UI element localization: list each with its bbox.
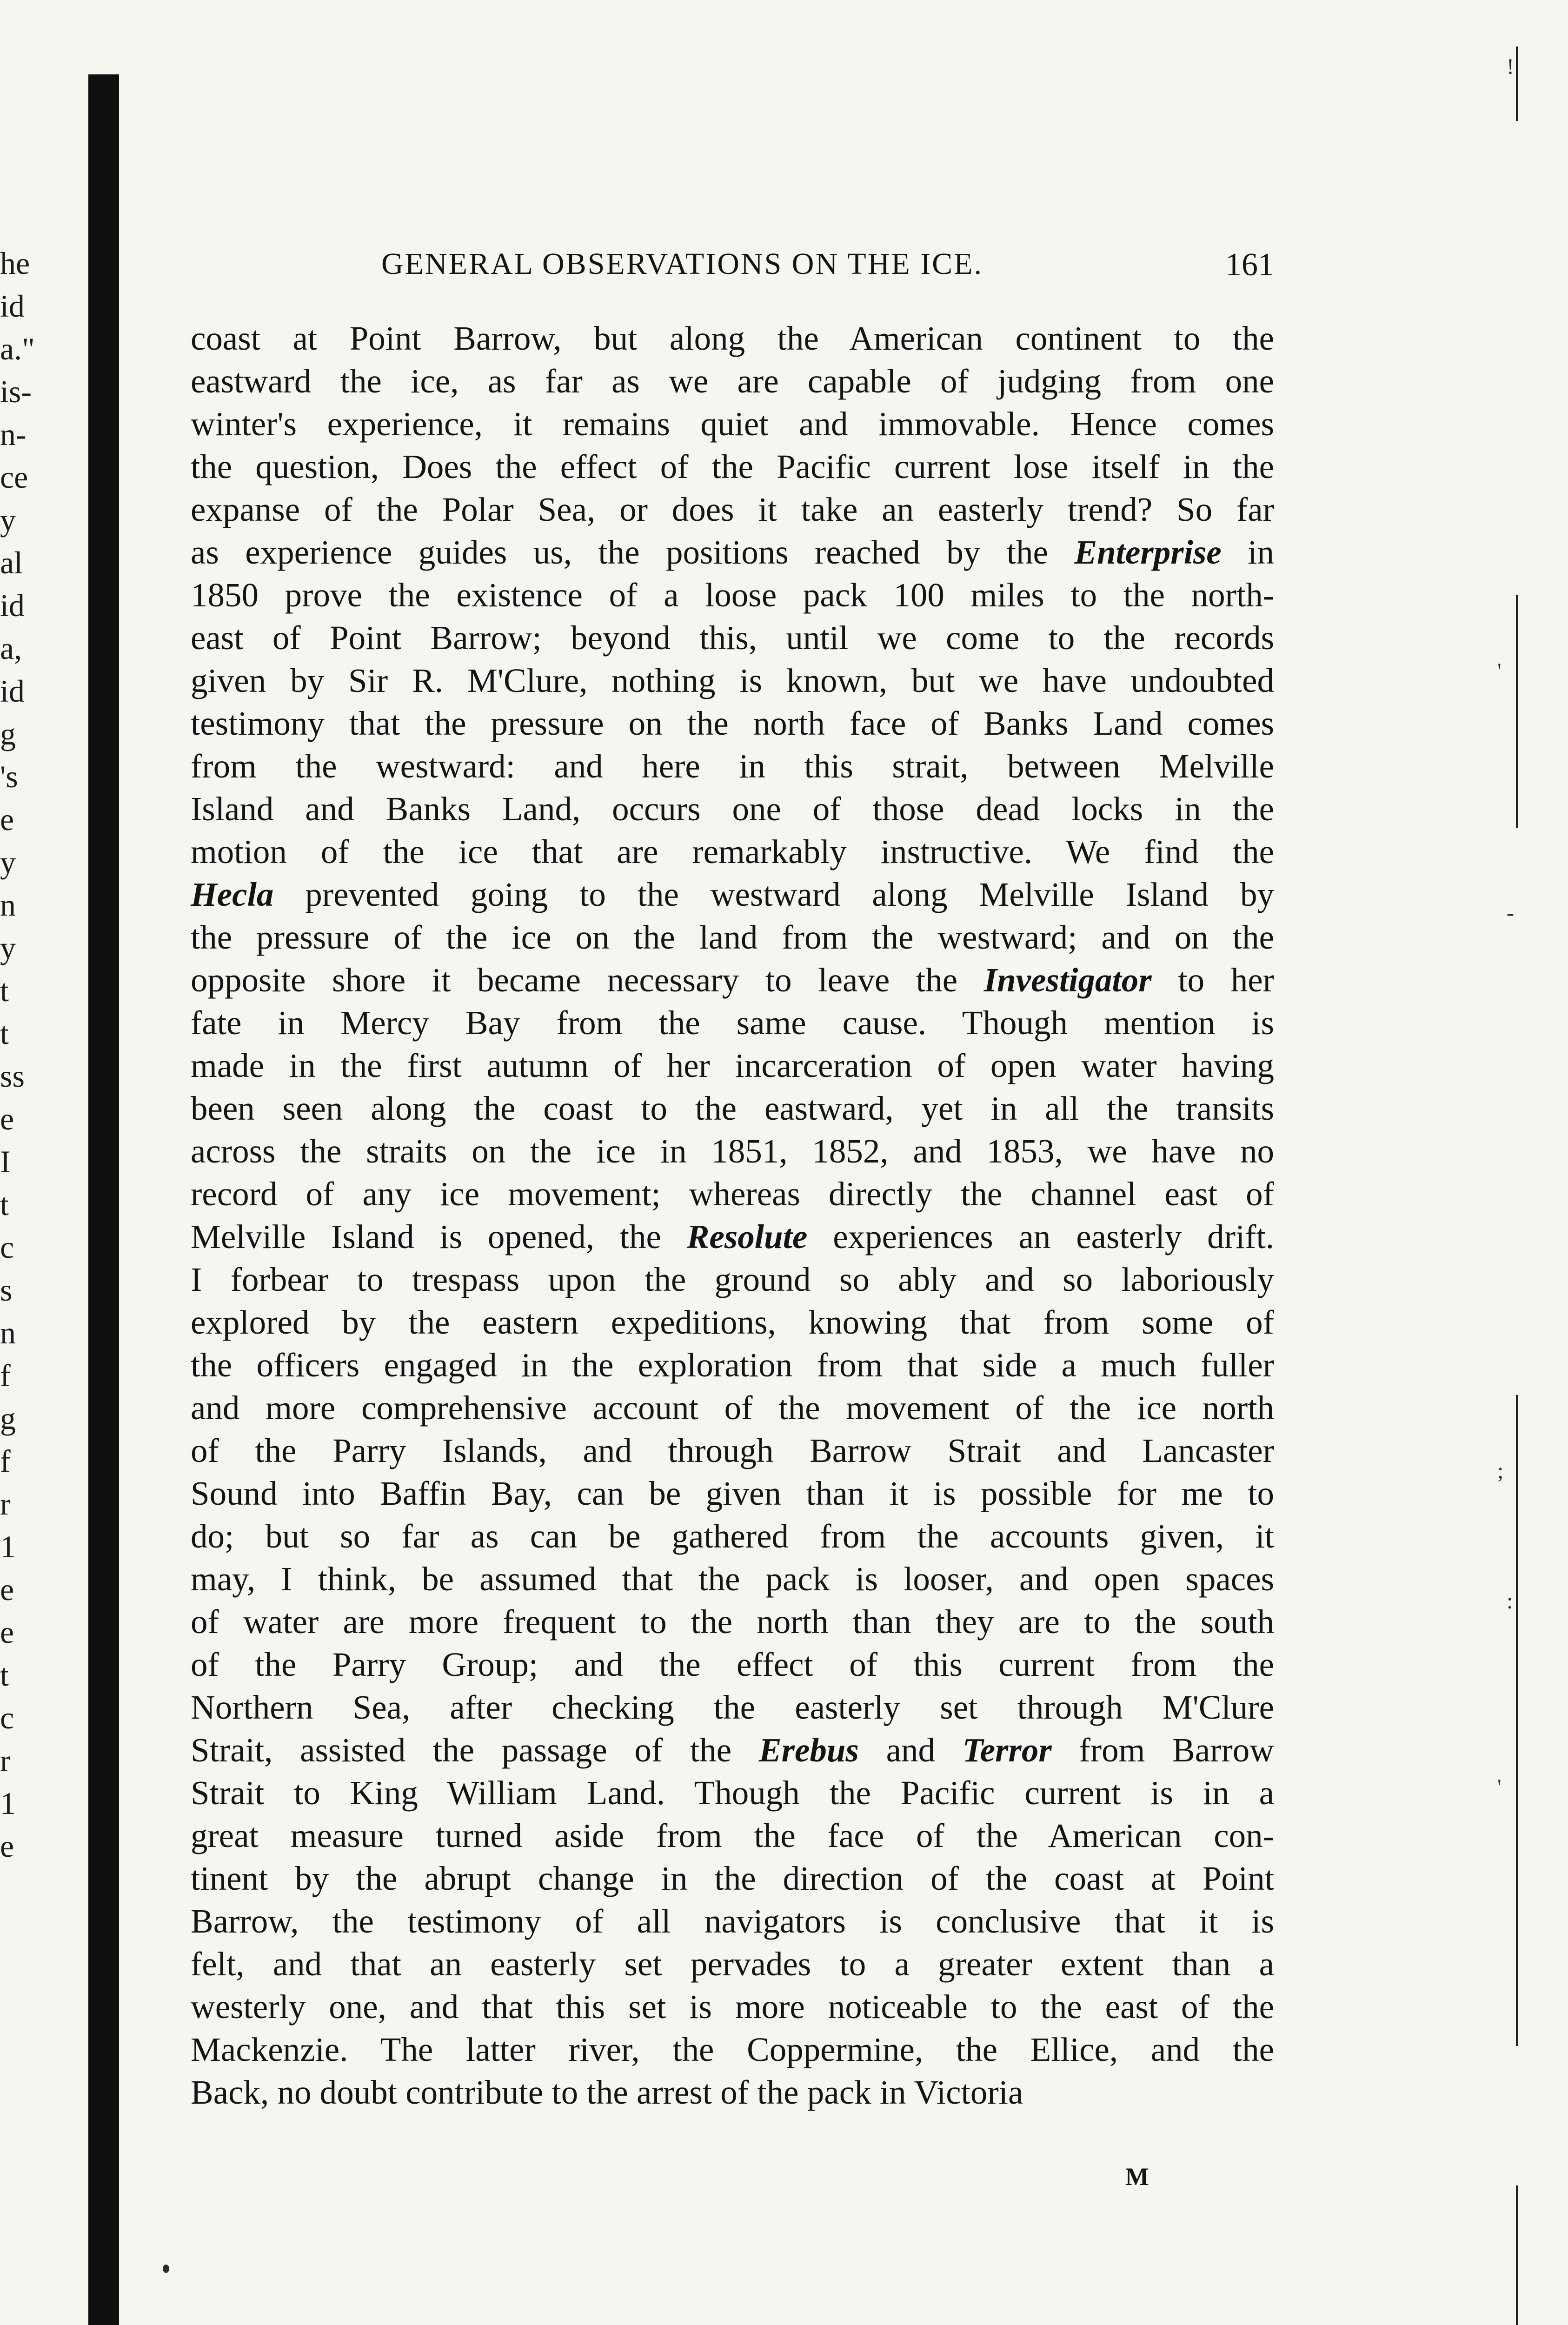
text-line — [191, 1900, 1274, 1943]
bleed-fragment: n — [0, 1315, 16, 1350]
text-line — [191, 445, 1274, 488]
text-line — [191, 1772, 1274, 1814]
text-line — [191, 488, 1274, 531]
bleed-fragment: t — [0, 1187, 9, 1222]
line-segment: Island and Banks Land, occurs one of those dead locks in the — [191, 790, 1274, 828]
edge-mark: ! — [1507, 54, 1514, 79]
line-segment: Northern Sea, after checking the easterly set through M'Clure — [191, 1688, 1274, 1726]
bleed-fragment: id — [0, 588, 25, 623]
bleed-fragment: ce — [0, 459, 28, 495]
line-segment: expanse of the Polar Sea, or does it take an easterly trend? So far — [191, 491, 1274, 528]
edge-rule — [1516, 46, 1518, 121]
line-segment: record of any ice movement; whereas directly the channel east of — [191, 1175, 1274, 1213]
italic-ship-name: Hecla — [191, 876, 274, 913]
italic-ship-name: Terror — [962, 1731, 1052, 1769]
bleed-fragment: n- — [0, 417, 27, 452]
line-segment: Melville Island is opened, the — [191, 1218, 687, 1256]
edge-rule — [1516, 1395, 1518, 2046]
edge-rule — [1516, 595, 1518, 828]
bleed-fragment: id — [0, 673, 25, 709]
text-line — [191, 702, 1274, 745]
text-line — [191, 403, 1274, 445]
bleed-fragment: 's — [0, 759, 18, 794]
text-line — [191, 959, 1274, 1002]
text-line — [191, 1087, 1274, 1130]
ink-speck — [163, 2265, 169, 2273]
text-line — [191, 873, 1274, 916]
text-line — [191, 1814, 1274, 1857]
line-segment: east of Point Barrow; beyond this, until we come to the records — [191, 619, 1274, 657]
text-line — [191, 1686, 1274, 1729]
facing-page-bleed — [0, 242, 70, 1867]
bleed-fragment: ss — [0, 1058, 25, 1094]
edge-mark: ' — [1497, 659, 1502, 684]
line-segment: and — [858, 1731, 963, 1769]
line-segment: Barrow, the testimony of all navigators is conclusive that it is — [191, 1902, 1274, 1940]
bleed-fragment: c — [0, 1229, 14, 1265]
italic-ship-name: Enterprise — [1074, 533, 1222, 571]
edge-mark: : — [1507, 1589, 1513, 1614]
text-line — [191, 1387, 1274, 1429]
line-segment: motion of the ice that are remarkably instructive. We find the — [191, 833, 1274, 870]
edge-rule — [1516, 2186, 1518, 2325]
page-number: 161 — [1225, 247, 1274, 283]
bleed-fragment: I — [0, 1144, 11, 1179]
bleed-fragment: g — [0, 1401, 16, 1436]
text-line — [191, 1044, 1274, 1087]
bleed-fragment: g — [0, 716, 16, 751]
bleed-fragment: e — [0, 1101, 14, 1136]
line-segment: the officers engaged in the exploration from that side a much fuller — [191, 1346, 1274, 1384]
text-line — [191, 317, 1274, 360]
bleed-fragment: e — [0, 1828, 14, 1864]
line-segment: prevented going to the westward along Melville Island by — [273, 876, 1274, 913]
text-line — [191, 745, 1274, 788]
edge-mark: ' — [1497, 1775, 1502, 1800]
line-segment: winter's experience, it remains quiet and immovable. Hence comes — [191, 405, 1274, 443]
line-segment: Back, no doubt contribute to the arrest of the pack in Victoria — [191, 2073, 1023, 2111]
bleed-fragment: f — [0, 1443, 11, 1479]
line-segment: Mackenzie. The latter river, the Coppermine, the Ellice, and the — [191, 2031, 1274, 2068]
bleed-fragment: n — [0, 887, 16, 923]
line-segment: felt, and that an easterly set pervades to a greater extent than a — [191, 1945, 1274, 1983]
line-segment: fate in Mercy Bay from the same cause. Though mention is — [191, 1004, 1274, 1042]
italic-ship-name: Investigator — [983, 961, 1152, 999]
line-segment: the pressure of the ice on the land from the westward; and on the — [191, 918, 1274, 956]
line-segment: to her — [1151, 961, 1274, 999]
italic-ship-name: Resolute — [686, 1218, 808, 1256]
text-line — [191, 1558, 1274, 1601]
bleed-fragment: id — [0, 288, 25, 324]
edge-mark: ; — [1497, 1459, 1504, 1483]
text-line — [191, 1216, 1274, 1258]
text-line — [191, 2028, 1274, 2071]
line-segment: given by Sir R. M'Clure, nothing is known, but we have undoubted — [191, 662, 1274, 699]
line-segment: explored by the eastern expeditions, knowing that from some of — [191, 1303, 1274, 1341]
text-line — [191, 916, 1274, 959]
line-segment: westerly one, and that this set is more noticeable to the east of the — [191, 1988, 1274, 2026]
line-segment: from the westward: and here in this strait, between Melville — [191, 747, 1274, 785]
page-header — [195, 246, 1274, 288]
text-line — [191, 2071, 1274, 2114]
line-segment: Strait, assisted the passage of the — [191, 1731, 759, 1769]
text-line — [191, 1258, 1274, 1301]
bleed-fragment: f — [0, 1358, 11, 1393]
text-line — [191, 788, 1274, 830]
bleed-fragment: is- — [0, 374, 32, 409]
line-segment: may, I think, be assumed that the pack is looser, and open spaces — [191, 1560, 1274, 1598]
bleed-fragment: t — [0, 1016, 9, 1051]
line-segment: in — [1221, 533, 1274, 571]
bleed-fragment: y — [0, 502, 16, 538]
line-segment: from Barrow — [1051, 1731, 1274, 1769]
text-line — [191, 360, 1274, 403]
text-line — [191, 1301, 1274, 1344]
text-line — [191, 617, 1274, 659]
line-segment: made in the first autumn of her incarceration of open water having — [191, 1047, 1274, 1084]
right-page-edge — [1497, 46, 1530, 2325]
text-line — [191, 1986, 1274, 2028]
running-head: GENERAL OBSERVATIONS ON THE ICE. — [381, 247, 983, 281]
line-segment: the question, Does the effect of the Pacific current lose itself in the — [191, 448, 1274, 485]
line-segment: 1850 prove the existence of a loose pack 100 miles to the north- — [191, 576, 1274, 614]
bleed-fragment: e — [0, 1572, 14, 1607]
text-line — [191, 1643, 1274, 1686]
text-line — [191, 1515, 1274, 1558]
line-segment: great measure turned aside from the face of the American con- — [191, 1817, 1274, 1854]
edge-mark: - — [1507, 901, 1514, 925]
bleed-fragment: c — [0, 1700, 14, 1735]
text-line — [191, 574, 1274, 617]
bleed-fragment: 1 — [0, 1529, 16, 1564]
bleed-fragment: he — [0, 246, 30, 281]
bleed-fragment: e — [0, 802, 14, 837]
line-segment: as experience guides us, the positions reached by the — [191, 533, 1075, 571]
bleed-fragment: e — [0, 1614, 14, 1650]
binding-gutter-shadow — [88, 74, 119, 2325]
bleed-fragment: 1 — [0, 1786, 16, 1821]
line-segment: opposite shore it became necessary to leave the — [191, 961, 984, 999]
line-segment: of water are more frequent to the north than they are to the south — [191, 1603, 1274, 1641]
text-line — [191, 1173, 1274, 1216]
line-segment: eastward the ice, as far as we are capable of judging from one — [191, 362, 1274, 400]
line-segment: testimony that the pressure on the north face of Banks Land comes — [191, 704, 1274, 742]
bleed-fragment: y — [0, 844, 16, 880]
text-line — [191, 1472, 1274, 1515]
line-segment: experiences an easterly drift. — [807, 1218, 1274, 1256]
bleed-fragment: t — [0, 973, 9, 1008]
italic-ship-name: Erebus — [758, 1731, 859, 1769]
bleed-fragment: y — [0, 930, 16, 965]
bleed-fragment: s — [0, 1272, 13, 1308]
body-text — [191, 317, 1274, 2114]
text-line — [191, 659, 1274, 702]
line-segment: of the Parry Group; and the effect of this current from the — [191, 1646, 1274, 1683]
text-line — [191, 830, 1274, 873]
signature-mark: M — [1125, 2163, 1149, 2191]
text-line — [191, 1130, 1274, 1173]
line-segment: do; but so far as can be gathered from the accounts given, it — [191, 1517, 1274, 1555]
line-segment: been seen along the coast to the eastward, yet in all the transits — [191, 1089, 1274, 1127]
text-line — [191, 1429, 1274, 1472]
line-segment: coast at Point Barrow, but along the American continent to the — [191, 319, 1274, 357]
bleed-fragment: a, — [0, 631, 22, 666]
line-segment: Strait to King William Land. Though the Pacific current is in a — [191, 1774, 1274, 1812]
bleed-fragment: al — [0, 545, 23, 580]
text-line — [191, 531, 1274, 574]
bleed-fragment: t — [0, 1657, 9, 1693]
bleed-fragment: r — [0, 1486, 11, 1521]
text-line — [191, 1344, 1274, 1387]
line-segment: tinent by the abrupt change in the direction of the coast at Point — [191, 1860, 1274, 1897]
line-segment: Sound into Baffin Bay, can be given than it is possible for me to — [191, 1475, 1274, 1512]
text-line — [191, 1601, 1274, 1643]
line-segment: I forbear to trespass upon the ground so ably and so laboriously — [191, 1261, 1274, 1298]
text-line — [191, 1002, 1274, 1044]
text-line — [191, 1729, 1274, 1772]
line-segment: and more comprehensive account of the movement of the ice north — [191, 1389, 1274, 1427]
text-line — [191, 1857, 1274, 1900]
bleed-fragment: a." — [0, 331, 35, 366]
line-segment: across the straits on the ice in 1851, 1852, and 1853, we have no — [191, 1132, 1274, 1170]
bleed-fragment: r — [0, 1743, 11, 1778]
line-segment: of the Parry Islands, and through Barrow Strait and Lancaster — [191, 1432, 1274, 1469]
text-line — [191, 1943, 1274, 1986]
